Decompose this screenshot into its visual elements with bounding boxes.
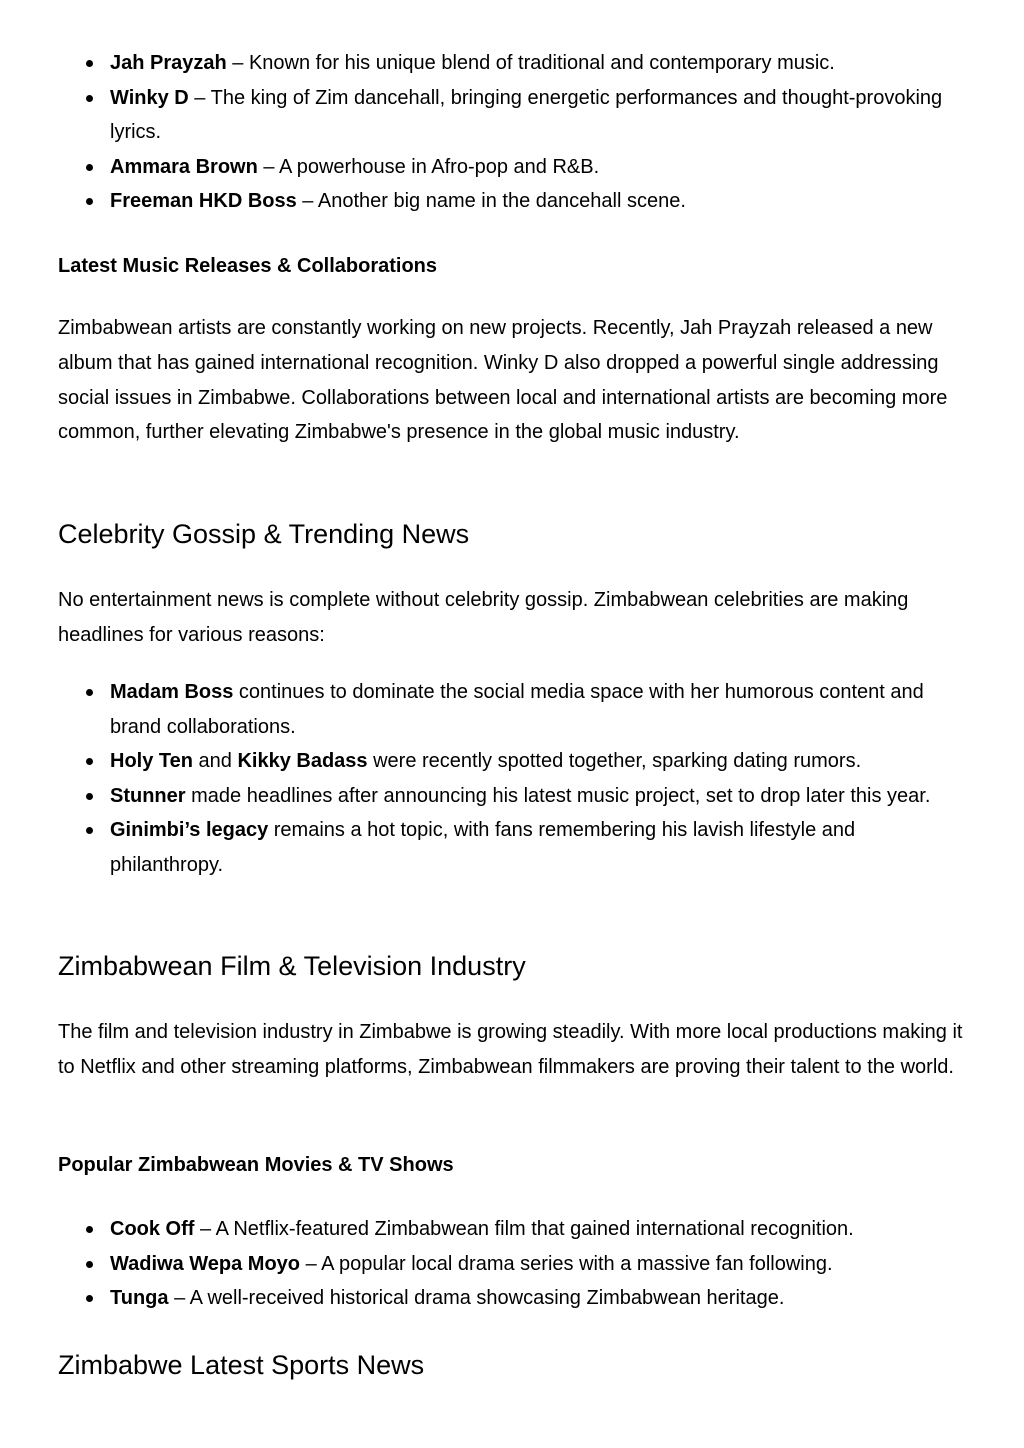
celebrity-name: Madam Boss: [110, 681, 234, 703]
film-heading: Zimbabwean Film & Television Industry: [58, 951, 526, 981]
list-item: [58, 1247, 970, 1282]
show-title: Cook Off: [110, 1218, 195, 1240]
film-paragraph: The film and television industry in Zimbabwe is growing steadily. With more local productions making it to Netflix and other streaming platforms, Zimbabwean filmmakers are proving their talent to the world.: [58, 1021, 963, 1078]
list-item: [58, 46, 970, 81]
artists-list: [58, 46, 970, 219]
celebrity-description: remains a hot topic, with fans remembering his lavish lifestyle and philanthropy.: [110, 819, 856, 876]
show-description: – A well-received historical drama showcasing Zimbabwean heritage.: [168, 1287, 785, 1310]
show-title: Tunga: [110, 1287, 169, 1310]
celebrity-name: Holy Ten: [110, 750, 193, 773]
film-paragraph-block: [58, 1015, 970, 1085]
list-item: [58, 81, 970, 150]
film-heading-block: [58, 948, 970, 984]
celebrity-description: continues to dominate the social media space with her humorous content and brand collaborations.: [110, 681, 924, 738]
celebrity-description: were recently spotted together, sparking dating rumors.: [367, 750, 862, 773]
celebrity-name: Ginimbi’s legacy: [110, 819, 269, 842]
list-item: [58, 779, 970, 814]
gossip-list-block: [58, 675, 970, 883]
artist-name: Jah Prayzah: [110, 52, 227, 74]
list-item: [58, 1281, 970, 1316]
gossip-heading-block: [58, 516, 970, 552]
list-item: [58, 150, 970, 185]
artists-list-block: [58, 46, 970, 219]
show-description: – A popular local drama series with a massive fan following.: [300, 1252, 833, 1275]
artist-description: – Known for his unique blend of traditional and contemporary music.: [226, 52, 835, 74]
gossip-list: [58, 675, 970, 883]
list-item: [58, 184, 970, 219]
latest-music-paragraph-block: [58, 311, 970, 450]
celebrity-name: Stunner: [110, 784, 186, 807]
celebrity-name: Kikky Badass: [237, 750, 368, 773]
sports-heading-block: [58, 1347, 970, 1383]
artist-name: Winky D: [110, 86, 189, 109]
artist-description: – Another big name in the dancehall scene.: [296, 190, 686, 213]
list-item: [58, 744, 970, 779]
latest-music-heading: Latest Music Releases & Collaborations: [58, 255, 438, 277]
connector-text: and: [192, 750, 238, 773]
popular-shows-heading: Popular Zimbabwean Movies & TV Shows: [58, 1154, 454, 1176]
list-item: [58, 675, 970, 744]
show-description: – A Netflix-featured Zimbabwean film that gained international recognition.: [194, 1218, 854, 1240]
gossip-intro-block: [58, 583, 970, 653]
list-item: [58, 1212, 970, 1247]
latest-music-heading-block: [58, 252, 970, 280]
latest-music-paragraph: Zimbabwean artists are constantly working on new projects. Recently, Jah Prayzah released a new album that has gained international recognition. Winky D also dropped a powerful single addressing social issues in Zimbabwe. Collaborations between local and international artists are becoming more common, further elevating Zimbabwe's presence in the global music industry.: [58, 317, 948, 444]
popular-shows-heading-block: [58, 1151, 970, 1179]
artist-description: – The king of Zim dancehall, bringing energetic performances and thought-provoking lyrics.: [110, 86, 943, 144]
list-item: [58, 813, 970, 882]
artist-description: – A powerhouse in Afro-pop and R&B.: [257, 155, 600, 178]
artist-name: Ammara Brown: [110, 155, 258, 178]
celebrity-description: made headlines after announcing his latest music project, set to drop later this year.: [185, 784, 931, 807]
show-title: Wadiwa Wepa Moyo: [110, 1252, 301, 1275]
gossip-heading: Celebrity Gossip & Trending News: [58, 519, 470, 549]
shows-list: [58, 1212, 970, 1316]
shows-list-block: [58, 1212, 970, 1316]
gossip-intro: No entertainment news is complete without celebrity gossip. Zimbabwean celebrities are making headlines for various reasons:: [58, 589, 909, 646]
sports-heading: Zimbabwe Latest Sports News: [58, 1350, 425, 1380]
artist-name: Freeman HKD Boss: [110, 190, 297, 213]
